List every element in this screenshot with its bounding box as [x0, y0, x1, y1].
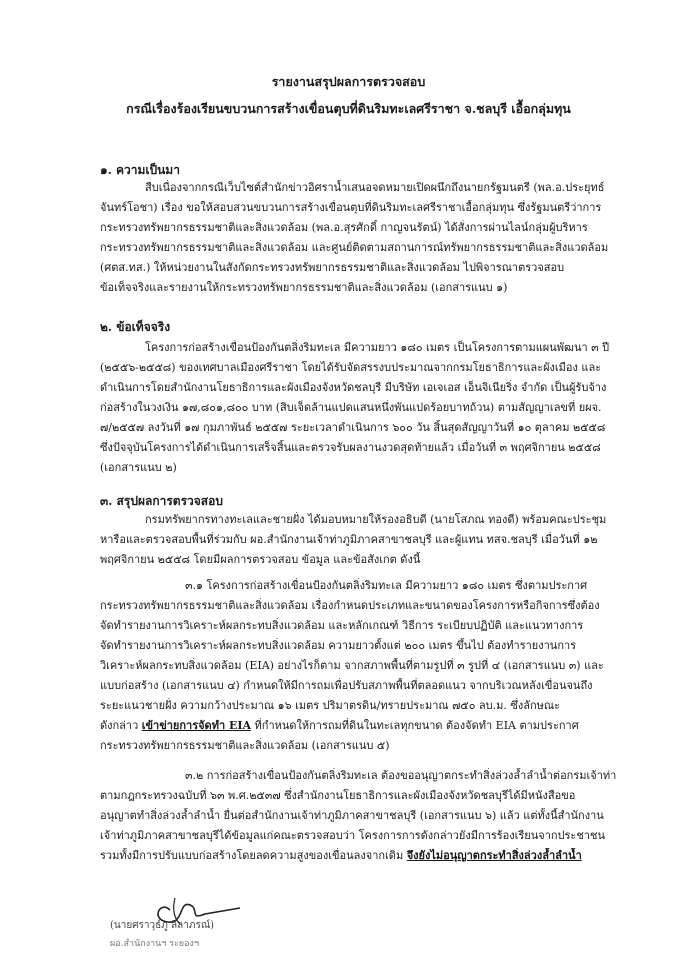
section2-heading: ๒. ข้อเท็จจริง: [100, 320, 171, 334]
section3-intro-line: กรมทรัพยากรทางทะเลและชายฝั่ง ได้มอบหมายให้รองอธิบดี (นายโสภณ ทองดี) พร้อมคณะประชุม: [145, 513, 607, 526]
section2-line: (๒๕๕๖-๒๕๕๘) ของเทศบาลเมืองศรีราชา โดยได้รับจัดสรรงบประมาณจากกรมโยธาธิการและผังเมือง และ: [100, 361, 602, 374]
section3-1-line: จัดทำรายงานการวิเคราะห์ผลกระทบสิ่งแวดล้อม และหลักเกณฑ์ วิธีการ ระเบียบปฏิบัติ และแนวทางการ: [100, 619, 584, 632]
section3-2-line-permit: [100, 848, 630, 864]
section1-heading: ๑. ความเป็นมา: [100, 163, 180, 177]
permit-prefix: รวมทั้งมีการปรับแบบก่อสร้างโดยลดความสูงของเขื่อนลงจากเดิม: [100, 849, 407, 862]
section3-1-line: วิเคราะห์ผลกระทบสิ่งแวดล้อม (EIA) อย่างไรก็ตาม จากสภาพพื้นที่ตามรูปที่ ๓ รูปที่ ๔ (เอกสารแนบ ๓) และ: [100, 659, 604, 672]
signatory-name: (นายศราวุธ์ภู ลีลาภรณ์): [110, 920, 215, 931]
section2-line: โครงการก่อสร้างเขื่อนป้องกันตลิ่งริมทะเล มีความยาว ๑๘๐ เมตร เป็นโครงการตามแผนพัฒนา ๓ ปี: [145, 341, 610, 354]
section3-2-line: เจ้าท่าภูมิภาคสาขาชลบุรีได้ข้อมูลแก่คณะตรวจสอบว่า โครงการการดังกล่าวยังมีการร้องเรียนจากประชาชน: [100, 829, 605, 842]
section2-line: (เอกสารแนบ ๒): [100, 461, 177, 474]
eia-highlight: เข้าข่ายการจัดทำ EIA: [141, 719, 252, 732]
section3-1-line: ระยะแนวชายฝั่ง ความกว้างประมาณ ๑๖ เมตร ปริมาตรดิน/ทรายประมาณ ๗๕๐ ลบ.ม. ซึ่งลักษณะ: [100, 699, 560, 712]
section2-line: ๗/๒๕๕๗ ลงวันที่ ๑๗ กุมภาพันธ์ ๒๕๕๗ ระยะเวลาดำเนินการ ๖๐๐ วัน สิ้นสุดสัญญาวันที่ ๑๐ ตุลาคม ๒๕๕๘: [100, 421, 606, 434]
section3-1-line: กระทรวงทรัพยากรธรรมชาติและสิ่งแวดล้อม เรื่องกำหนดประเภทและขนาดของโครงการหรือกิจการซึ่งต้อง: [100, 599, 600, 612]
section1-line: สืบเนื่องจากกรณีเว็บไซต์สำนักข่าวอิศราน้ำเสนอจดหมายเปิดผนึกถึงนายกรัฐมนตรี (พล.อ.ประยุทธ์: [145, 181, 605, 194]
section3-1-line: กระทรวงทรัพยากรธรรมชาติและสิ่งแวดล้อม (เอกสารแนบ ๕): [100, 739, 390, 752]
section3-intro-line: หารือและตรวจสอบพื้นที่ร่วมกับ ผอ.สำนักงานเจ้าท่าภูมิภาคสาขาชลบุรี และผู้แทน ทสจ.ชลบุรี เมื่อวันที่ ๑๒: [100, 533, 598, 546]
permit-highlight: จึงยังไม่อนุญาตกระทำสิ่งล่วงล้ำลำน้ำ: [406, 849, 582, 862]
signatory-position: ผอ.สำนักงานฯ ระยองฯ: [110, 939, 199, 949]
section2-line: ซึ่งปัจจุบันโครงการได้ดำเนินการเสร็จสิ้นและตรวจรับผลงานงวดสุดท้ายแล้ว เมื่อวันที่ ๓ พฤศจิกายน ๒๕๕๘: [100, 441, 601, 454]
section3-1-line: จัดทำรายงานการวิเคราะห์ผลกระทบสิ่งแวดล้อม ความยาวตั้งแต่ ๒๐๐ เมตร ขึ้นไป ต้องทำรายงานการ: [100, 639, 577, 652]
section1-line: จันทร์โอชา) เรื่อง ขอให้สอบสวนขบวนการสร้างเขื่อนตุบที่ดินริมทะเลศรีราชาเอื้อกลุ่มทุน ซึ่งรัฐมนตรีว่าการ: [100, 201, 602, 214]
section1-line: (ศตส.ทส.) ให้หน่วยงานในสังกัดกระทรวงทรัพยากรธรรมชาติและสิ่งแวดล้อม ไปพิจารณาตรวจสอบ: [100, 261, 565, 274]
section1-line: กระทรวงทรัพยากรธรรมชาติและสิ่งแวดล้อม (พล.อ.สุรศักดิ์ กาญจนรัตน์) ได้สั่งการผ่านไลน์กลุ่มผู้บริหาร: [100, 221, 588, 234]
eia-suffix: ที่กำหนดให้การถมที่ดินในทะเลทุกขนาด ต้องจัดทำ EIA ตามประกาศ: [251, 719, 579, 732]
section2-line: ก่อสร้างในวงเงิน ๑๗,๘๐๑,๘๐๐ บาท (สิบเจ็ดล้านแปดแสนหนึ่งพันแปดร้อยบาทถ้วน) ตามสัญญาเลขที่ ยผจ.: [100, 401, 602, 414]
section1-line: ข้อเท็จจริงและรายงานให้กระทรวงทรัพยากรธรรมชาติและสิ่งแวดล้อม (เอกสารแนบ ๑): [100, 281, 508, 294]
section2-line: ดำเนินการโดยสำนักงานโยธาธิการและผังเมืองจังหวัดชลบุรี มีบริษัท เอเจเอส เอ็นจิเนียริ่ง จำกัด เป็นผู้รับจ้าง: [100, 381, 607, 394]
section3-1-line: แบบก่อสร้าง (เอกสารแนบ ๔) กำหนดให้มีการถมเพื่อปรับสภาพพื้นที่ตลอดแนว จากบริเวณหลังเขื่อนจนถึง: [100, 679, 593, 692]
section3-1-line: ๓.๑ โครงการก่อสร้างเขื่อนป้องกันตลิ่งริมทะเล มีความยาว ๑๘๐ เมตร ซึ่งตามประกาศ: [185, 579, 588, 592]
section3-1-line-eia: [100, 718, 630, 734]
eia-prefix: ดังกล่าว: [100, 719, 142, 732]
section3-2-line: ๓.๒ การก่อสร้างเขื่อนป้องกันตลิ่งริมทะเล ต้องขออนุญาตกระทำสิ่งล่วงล้ำลำน้ำต่อกรมเจ้าท่า: [185, 769, 617, 782]
section3-heading: ๓. สรุปผลการตรวจสอบ: [100, 494, 223, 508]
section3-2-line: ตามกฎกระทรวงฉบับที่ ๖๓ พ.ศ.๒๕๓๗ ซึ่งสำนักงานโยธาธิการและผังเมืองจังหวัดชลบุรีได้มีหนังสือขอ: [100, 789, 576, 802]
section1-line: กระทรวงทรัพยากรธรรมชาติและสิ่งแวดล้อม และศูนย์ติดตามสถานการณ์ทรัพยากรธรรมชาติและสิ่งแวดล้อม: [100, 241, 609, 254]
document-title: รายงานสรุปผลการตรวจสอบ: [271, 74, 426, 89]
document-subtitle: กรณีเรื่องร้องเรียนขบวนการสร้างเขื่อนตุบที่ดินริมทะเลศรีราชา จ.ชลบุรี เอื้อกลุ่มทุน: [126, 101, 571, 116]
section3-2-line: อนุญาตทำสิ่งล่วงล้ำลำน้ำ ยื่นต่อสำนักงานเจ้าท่าภูมิภาคสาขาชลบุรี (เอกสารแนบ ๖) แล้ว แต่ทั้งนี้สำนักงาน: [100, 809, 604, 822]
section3-intro-line: พฤศจิกายน ๒๕๕๘ โดยมีผลการตรวจสอบ ข้อมูล และข้อสังเกต ดังนี้: [100, 553, 421, 566]
